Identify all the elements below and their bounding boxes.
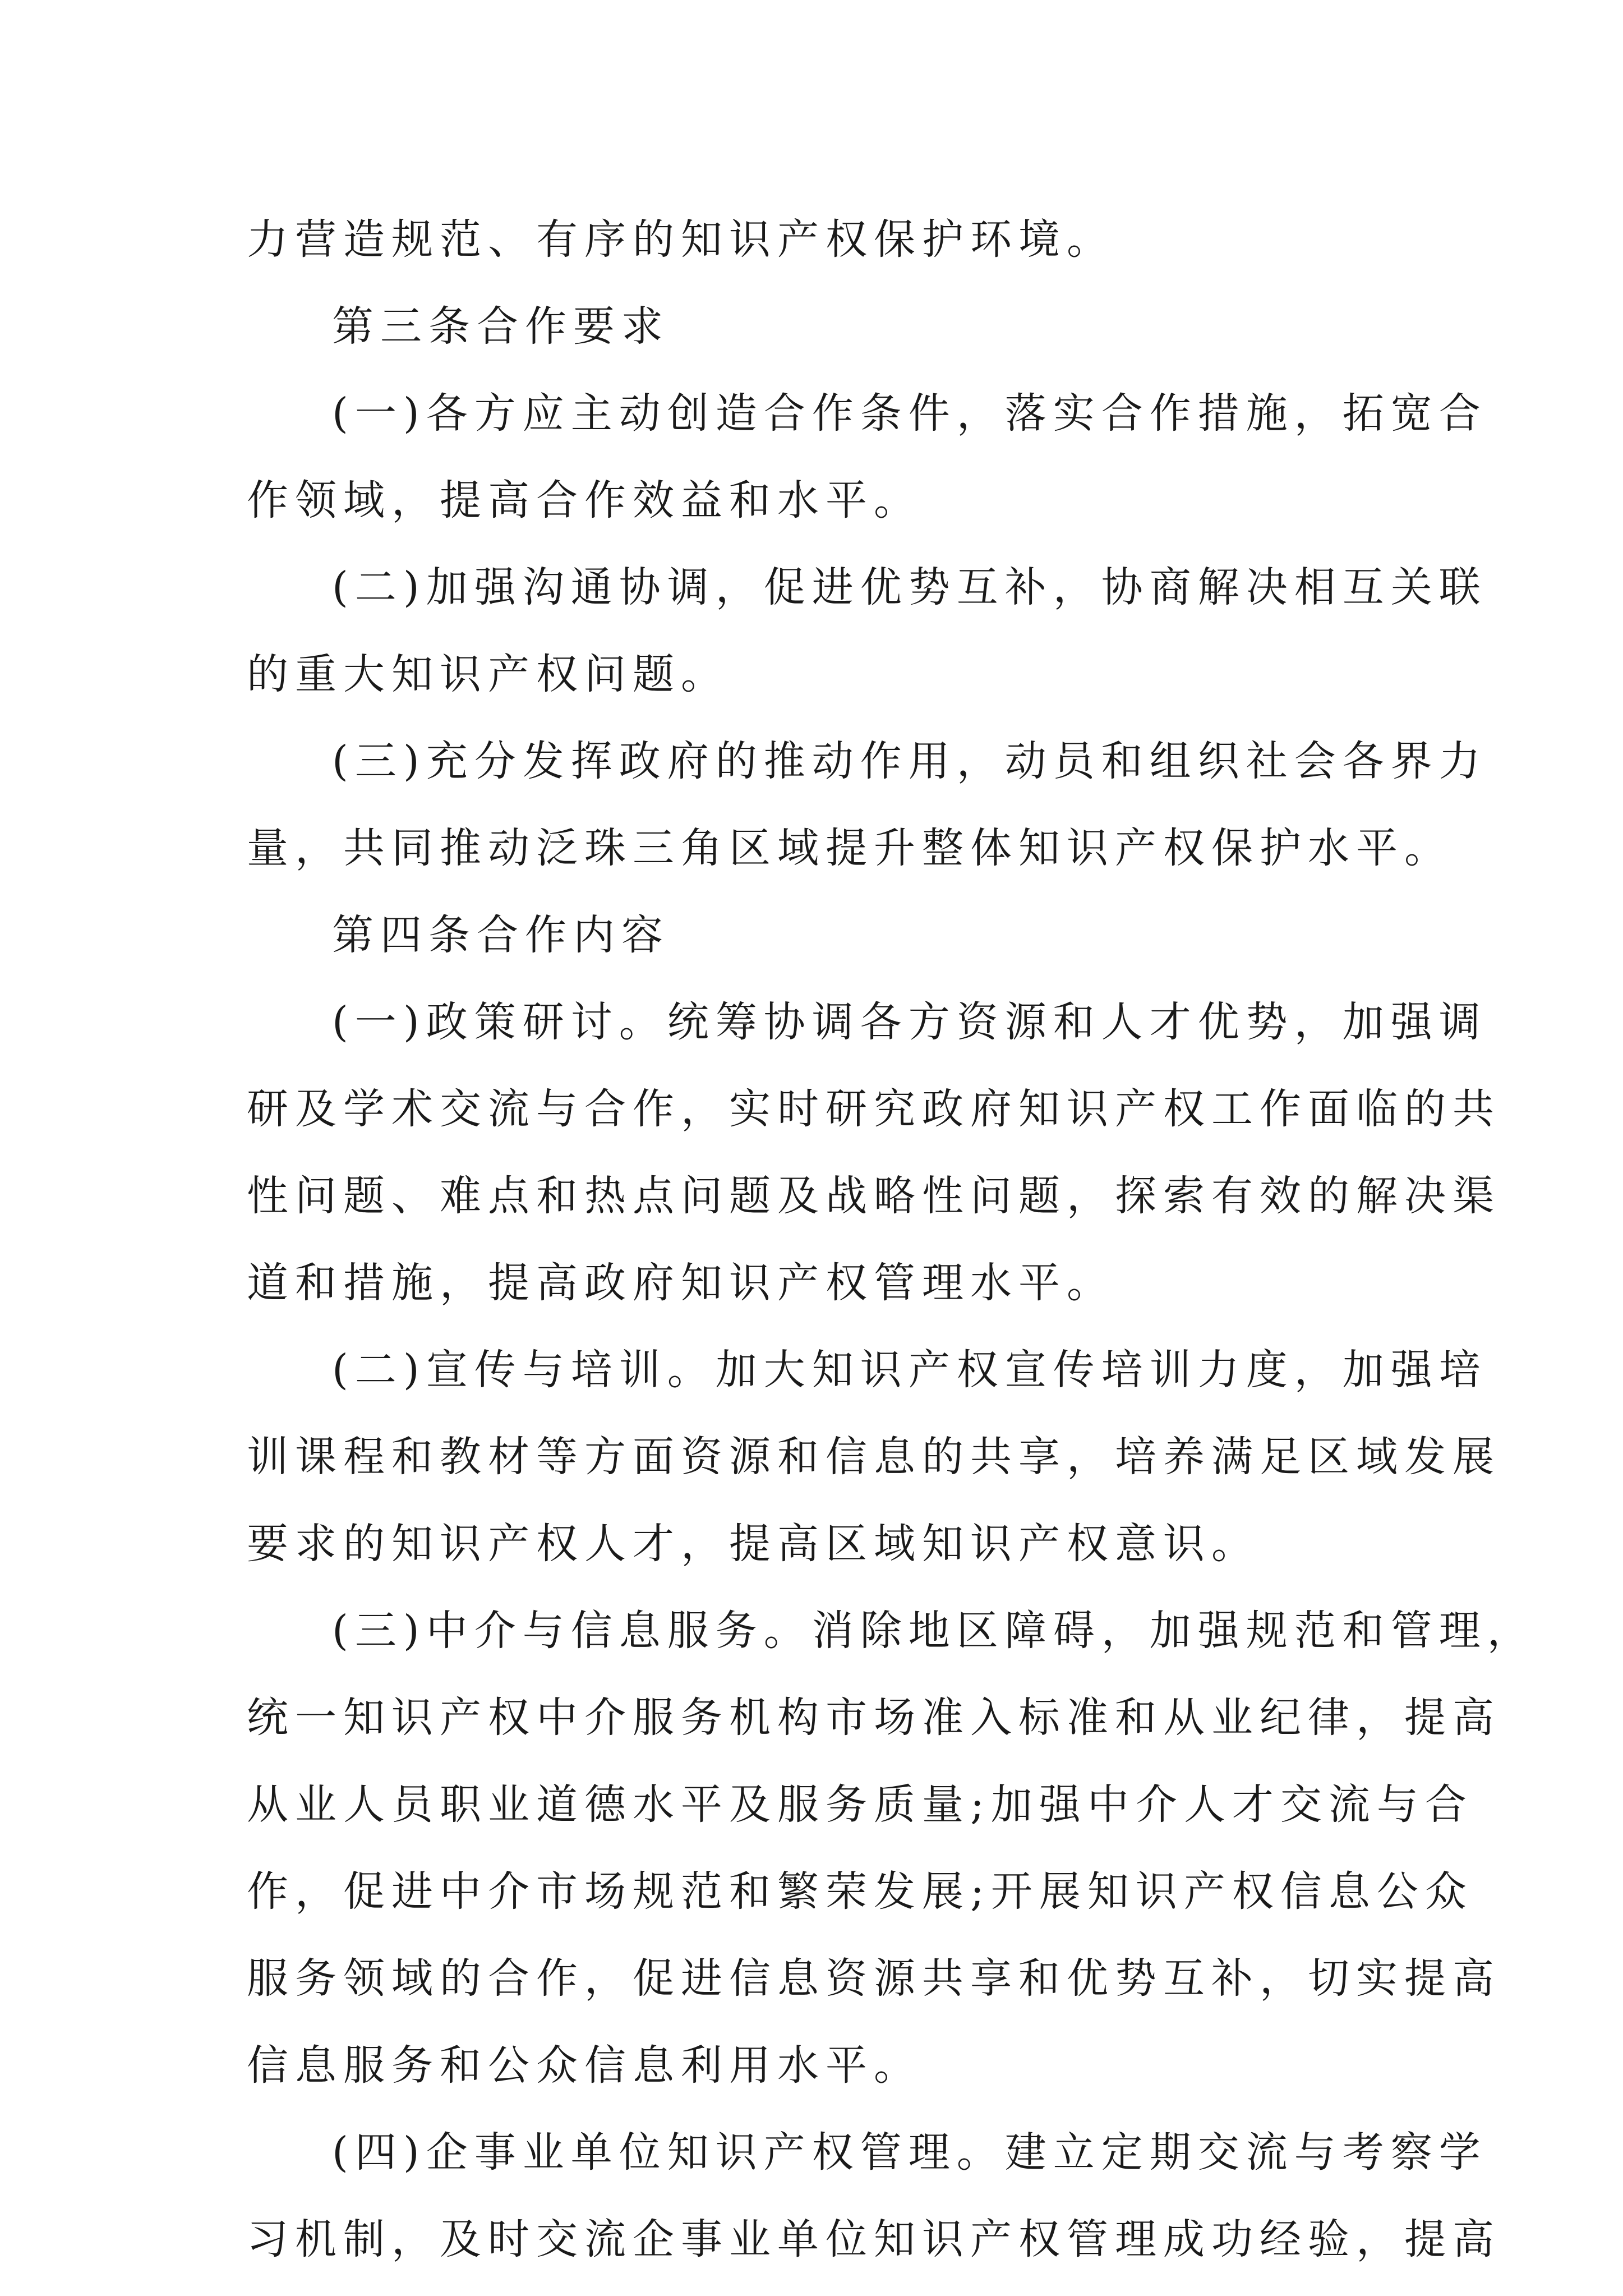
text-line: (一)各方应主动创造合作条件，落实合作措施，拓宽合: [332, 389, 1487, 438]
text-line: 服务领域的合作，促进信息资源共享和优势互补，切实提高: [247, 1954, 1501, 2003]
document-body: [247, 196, 1536, 2283]
text-line: (二)宣传与培训。加大知识产权宣传培训力度，加强培: [332, 1346, 1487, 1394]
text-line: 的重大知识产权问题。: [247, 650, 729, 698]
text-line: 信息服务和公众信息利用水平。: [247, 2041, 922, 2090]
text-line: 习机制，及时交流企事业单位知识产权管理成功经验，提高: [247, 2215, 1501, 2263]
text-line: 道和措施，提高政府知识产权管理水平。: [247, 1259, 1115, 1307]
text-line: 从业人员职业道德水平及服务质量;加强中介人才交流与合: [247, 1780, 1473, 1829]
article-heading: 第三条合作要求: [332, 302, 670, 351]
text-line: (三)充分发挥政府的推动作用，动员和组织社会各界力: [332, 737, 1487, 785]
text-line: (三)中介与信息服务。消除地区障碍，加强规范和管理，: [332, 1607, 1536, 1655]
text-line: (四)企事业单位知识产权管理。建立定期交流与考察学: [332, 2128, 1487, 2177]
text-line: 训课程和教材等方面资源和信息的共享，培养满足区域发展: [247, 1433, 1501, 1481]
article-heading: 第四条合作内容: [332, 911, 670, 959]
text-line: 作领域，提高合作效益和水平。: [247, 476, 922, 524]
text-line: 统一知识产权中介服务机构市场准入标准和从业纪律，提高: [247, 1694, 1501, 1742]
text-line: 力营造规范、有序的知识产权保护环境。: [247, 215, 1115, 264]
text-line: 要求的知识产权人才，提高区域知识产权意识。: [247, 1520, 1260, 1568]
text-line: 性问题、难点和热点问题及战略性问题，探索有效的解决渠: [247, 1172, 1501, 1220]
text-line: 作，促进中介市场规范和繁荣发展;开展知识产权信息公众: [247, 1867, 1473, 1916]
text-line: (一)政策研讨。统筹协调各方资源和人才优势，加强调: [332, 998, 1487, 1046]
text-line: (二)加强沟通协调，促进优势互补，协商解决相互关联: [332, 563, 1487, 611]
text-line: 量，共同推动泛珠三角区域提升整体知识产权保护水平。: [247, 824, 1453, 872]
text-line: 研及学术交流与合作，实时研究政府知识产权工作面临的共: [247, 1085, 1501, 1133]
